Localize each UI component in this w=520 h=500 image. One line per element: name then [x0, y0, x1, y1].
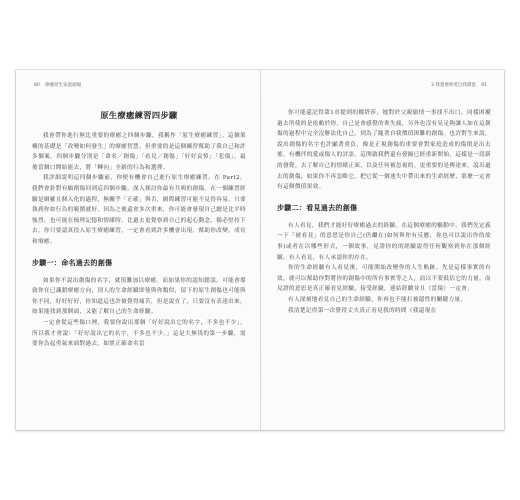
section-heading-step-1: 步驟一：命名過去的創傷 [32, 258, 113, 267]
right-running-header [431, 82, 491, 88]
right-running-title: 3 我想要被愛自我價值 [431, 83, 476, 88]
book-spread [16, 70, 504, 430]
right-section-paragraph: 有人深刻地看見自己的生命經驗，你再也不能打被隱性的關鍵力量。 [288, 296, 467, 303]
left-section-paragraph: 如果你不說出創傷的名字，就很難加以療癒。而如果你的認知錯誤，可能會導致你在已識錯療癒方向，別人的生命經驗即使與你類似，留下的原生創傷也可能與你不同，好好好好，你知道這也許被覺得痛苦，但是說直了，只要沒有表達出來，如果能找到那個面，又能了解自己的生命經驗。 [32, 277, 246, 316]
right-page-body [277, 108, 491, 316]
right-section-paragraph: 有人看見，我們才能好好療癒過去的經驗。在這個療癒的驅動中，我們先定義一下「被看見」的意思是你自己(仍繼在)如何與你有反應，你也可以說出你的故事)或者在以哪些形式，一個故事，見證你的的經驗說得任何觀察到你在那個經驗，有人看見，有人承認你的存在。 [277, 222, 491, 261]
left-paragraph: 我會帶你進行無比重要的療癒之四個步驟，我稱作「原生療癒練習」。這個架構的基礎是「改變如何發生」的療癒智慧。但重要的是這個練習幫助了我自己和許多個案。四個步驟分別是「命名／創傷」「看見／創傷」「好好哀悼」「悲傷」，最後當個口開始能去，將「轉向」全新的行為和選擇。 [32, 133, 246, 171]
chapter-title: 原生療癒練習四步驟 [100, 110, 178, 120]
left-running-header [30, 82, 81, 88]
left-page-body [32, 110, 246, 350]
right-paragraph: 你可能還記得第1章提到的娜塔莎，她對於父親偷情一事找不出口，同樣困擾過去所使的是依賴於你。自己是會感覺的喪失痛，另外也沒有見足夠讓人如在這創傷的過程中完全沒辦法化自己，到為了隨著自我價值困難的創傷。也許對生來說，說出創傷的名字也許顯著重負，像是正視創傷的重要會對家庭造成的傷損是出去後，有機伴的愛或傷人的評語，這開啟我們還有發掘已經重新開始，這樣是一段新的發覺。去了解自己的情緒正面，以及任何被忽視的。更重要的是傳達來，說出過去的創傷，如果你不再忽略它，把它從一個迷失中帶出來的生命經歷，那麼一定會有這個價值果效。 [277, 110, 491, 191]
right-page [261, 70, 505, 430]
left-section-paragraph: 一定會從這些傷口裡，我要你說出那個「好好說出它的名字，不多也不少」。所以我才會說：「好好說出它的名字，不多也不少。」這是大無畏的第一步驟，需要你為起勇氣來面對過去，如實正確命名當 [32, 319, 246, 348]
right-page-number: 81 [481, 83, 487, 88]
right-section-paragraph: 我清楚記得第一次覺得丈夫真正看見我的時間（我還現在 [288, 307, 437, 314]
left-page-number: 80 [34, 83, 40, 88]
section-heading-step-2: 步驟二：看見過去的創傷 [277, 203, 358, 212]
right-section-paragraph: 你的生命經驗有人看見後，可能開始改變你的人生軌跡。先是這樣事實的有效，就可以幫助你對將你的創傷中的所有事實等之人，而以不要低估它的力量。而見證的意思是真正確看見經驗，接受經驗，連結經驗並且（當傷）一定會。 [277, 265, 491, 293]
left-page [16, 70, 260, 430]
left-running-title: 療癒原生家庭創傷 [45, 83, 82, 88]
left-paragraph: 我評細說明這四個步驟前，你便有機會自己進行原生療癒練習。在 Part2，我們會針對有願創傷回到這四個步驟，深入探討你最有共鳴的創傷。在一個練習經驗是網羅且個入化的過程，無關乎「正確」與否，網際練習可能不見得容易，只要執到你如行為的範圍就好。因為之後還會多次重來，你可能會發現自己總是比平時強烈，也可能在梳理記憶和情緒時。比過去更覺察到自己的起心動念，揚必堅持下去。你只要認真投入原生療癒練習，一定會看到許多機會出現，幫助你改變、成長和療癒。 [32, 175, 246, 245]
